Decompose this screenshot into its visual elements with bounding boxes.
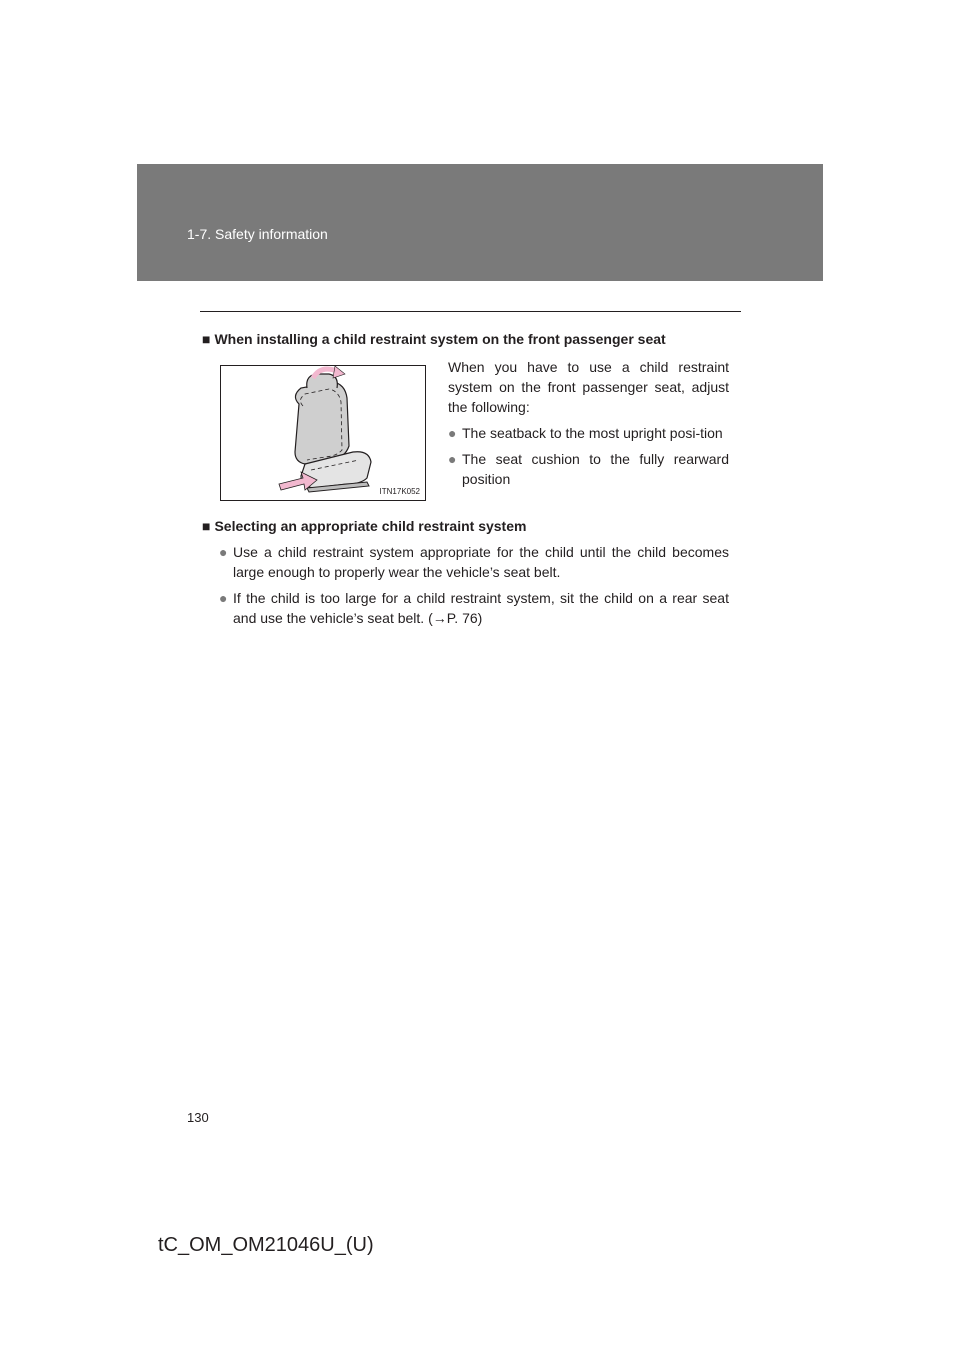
bullet-icon: ● — [219, 544, 228, 560]
section-title: 1-7. Safety information — [187, 226, 328, 242]
page-number: 130 — [187, 1110, 209, 1125]
heading-square-icon: ■ — [202, 331, 211, 347]
seat-adjust-illustration — [220, 365, 426, 501]
list-item: ● Use a child restraint system appropriate for the child until the child becomes large enough to properly wear the vehicle’s seat belt. — [219, 544, 729, 580]
selecting-heading: ■ Selecting an appropriate child restraint system — [202, 518, 527, 534]
front-seat-instructions — [448, 357, 729, 489]
bullet-icon: ● — [448, 451, 457, 467]
document-code: tC_OM_OM21046U_(U) — [158, 1234, 374, 1256]
list-item: ● The seat cushion to the fully rearward position — [448, 451, 729, 487]
bullet-icon: ● — [448, 425, 457, 441]
list-item: ● If the child is too large for a child restraint system, sit the child on a rear seat and use the vehicle’s seat belt. (→P. 76) — [219, 590, 729, 626]
list-item: ● The seatback to the most upright posi-tion — [448, 425, 723, 441]
front-seat-heading: ■ When installing a child restraint system on the front passenger seat — [202, 331, 666, 347]
selecting-list — [219, 542, 729, 634]
figure-code: ITN17K052 — [379, 487, 420, 496]
heading-square-icon: ■ — [202, 518, 211, 534]
intro-text: When you have to use a child restraint system on the front passenger seat, adjust the following: — [448, 359, 729, 415]
seat-diagram — [221, 366, 425, 500]
bullet-icon: ● — [219, 590, 228, 606]
header-band — [137, 164, 823, 281]
section-rule — [200, 311, 741, 312]
